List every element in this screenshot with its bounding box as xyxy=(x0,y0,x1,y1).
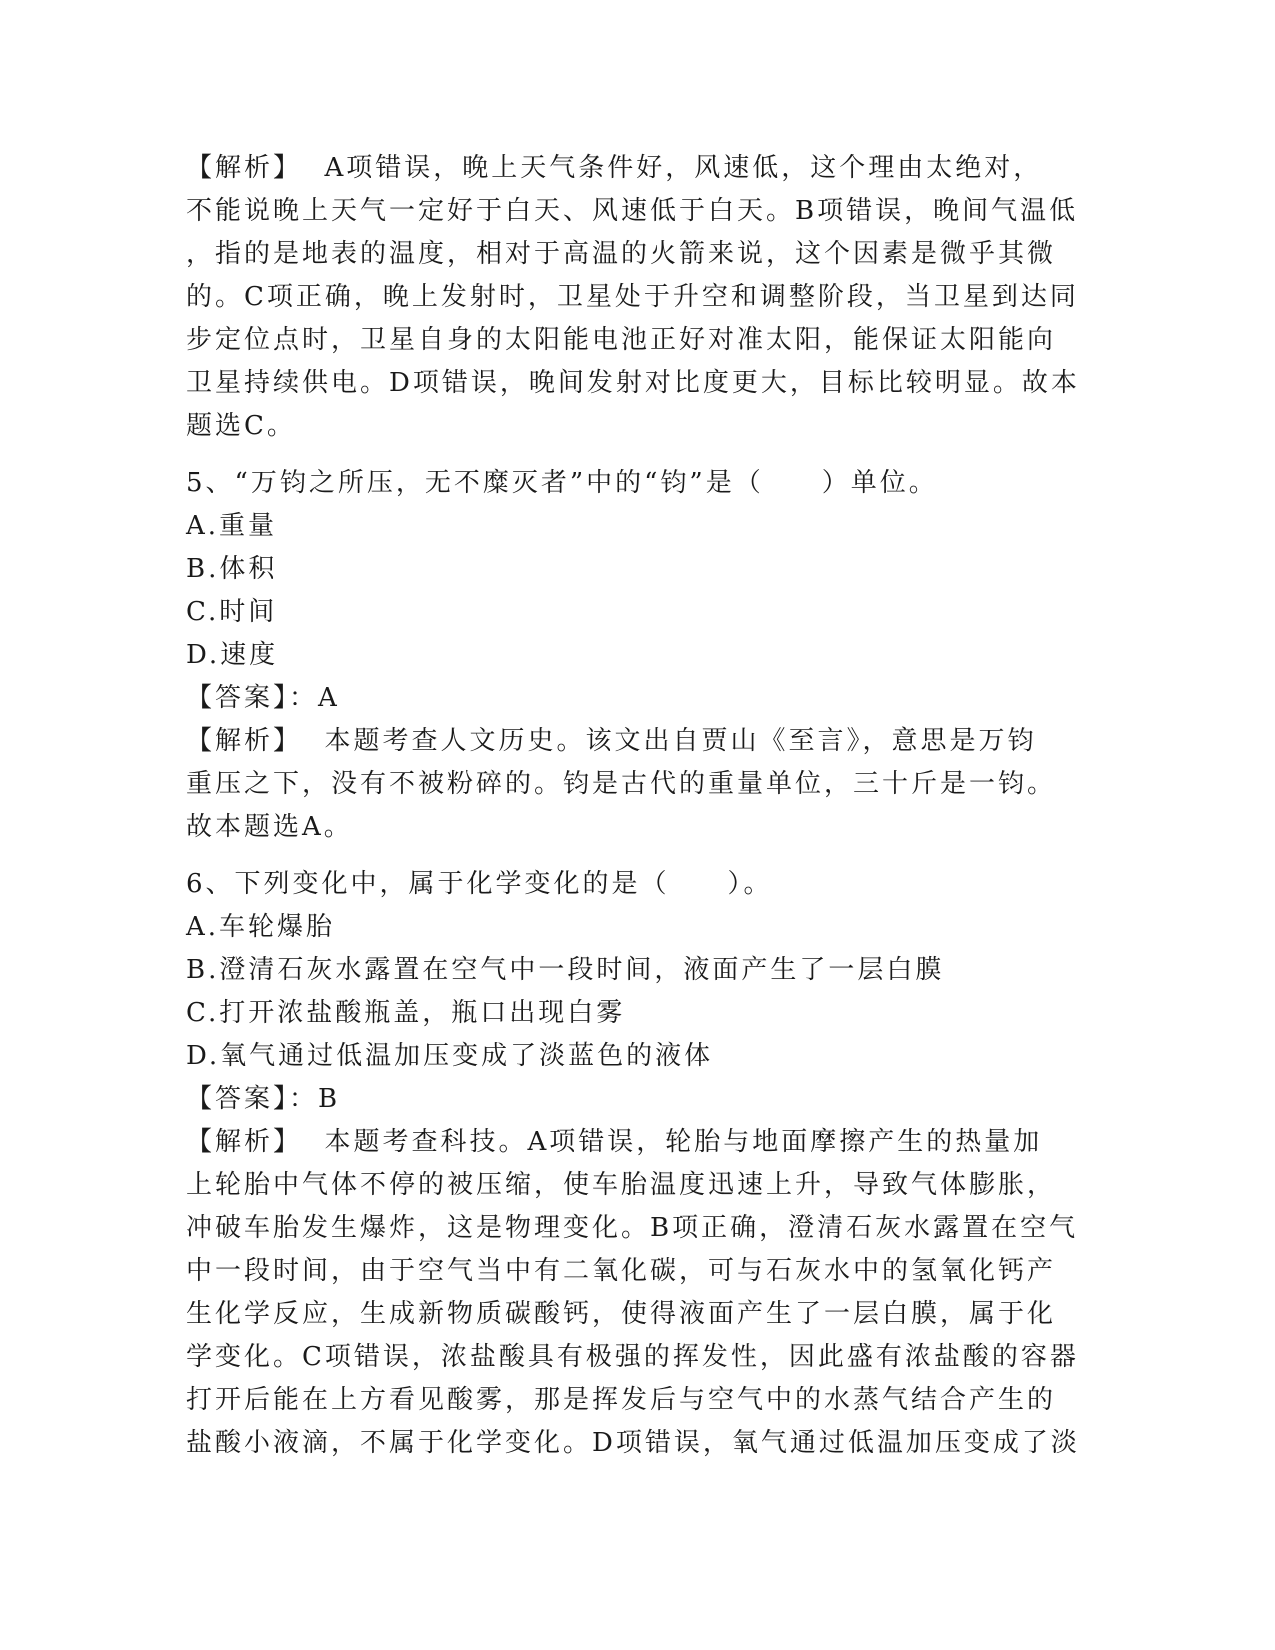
spacer xyxy=(186,448,1086,462)
spacer xyxy=(186,849,1086,863)
explanation-line: 题选C。 xyxy=(186,411,296,441)
explanation-line: 重压之下，没有不被粉碎的。钧是古代的重量单位，三十斤是一钧。 xyxy=(186,769,1057,799)
explanation-line: 冲破车胎发生爆炸，这是物理变化。B项正确，澄清石灰水露置在空气 xyxy=(186,1213,1079,1243)
document-body xyxy=(186,147,1086,1465)
question-6 xyxy=(186,863,1086,1465)
explanation-line: 上轮胎中气体不停的被压缩，使车胎温度迅速上升，导致气体膨胀， xyxy=(186,1170,1057,1200)
option-d: D.氧气通过低温加压变成了淡蓝色的液体 xyxy=(186,1041,714,1071)
option-b: B.体积 xyxy=(186,554,278,584)
explanation-line: 中一段时间，由于空气当中有二氧化碳，可与石灰水中的氢氧化钙产 xyxy=(186,1256,1057,1286)
explanation-line: 【解析】 A项错误，晚上天气条件好，风速低，这个理由太绝对， xyxy=(186,153,1043,183)
explanation-line: 的。C项正确，晚上发射时，卫星处于升空和调整阶段，当卫星到达同 xyxy=(186,282,1079,312)
explanation-line: 学变化。C项错误，浓盐酸具有极强的挥发性，因此盛有浓盐酸的容器 xyxy=(186,1342,1079,1372)
question-text: 5、“万钧之所压，无不糜灭者”中的“钧”是（ ）单位。 xyxy=(186,468,938,498)
explanation-line: 盐酸小液滴，不属于化学变化。D项错误，氧气通过低温加压变成了淡 xyxy=(186,1428,1080,1458)
question-text: 6、下列变化中，属于化学变化的是（ ）。 xyxy=(186,869,773,899)
explanation-line: 【解析】 本题考查科技。A项错误，轮胎与地面摩擦产生的热量加 xyxy=(186,1127,1043,1157)
explanation-line: 打开后能在上方看见酸雾，那是挥发后与空气中的水蒸气结合产生的 xyxy=(186,1385,1057,1415)
explanation-line: 【解析】 本题考查人文历史。该文出自贾山《至言》，意思是万钧 xyxy=(186,726,1037,756)
option-a: A.车轮爆胎 xyxy=(186,912,336,942)
answer-line: 【答案】：A xyxy=(186,683,340,713)
option-a: A.重量 xyxy=(186,511,278,541)
answer-line: 【答案】：B xyxy=(186,1084,341,1114)
explanation-line: 不能说晚上天气一定好于白天、风速低于白天。B项错误，晚间气温低 xyxy=(186,196,1079,226)
option-d: D.速度 xyxy=(186,640,279,670)
explanation-line: 故本题选A。 xyxy=(186,812,353,842)
option-c: C.打开浓盐酸瓶盖，瓶口出现白雾 xyxy=(186,998,626,1028)
explanation-line: 步定位点时，卫星自身的太阳能电池正好对准太阳，能保证太阳能向 xyxy=(186,325,1057,355)
option-b: B.澄清石灰水露置在空气中一段时间，液面产生了一层白膜 xyxy=(186,955,945,985)
prev-explanation xyxy=(186,147,1086,448)
explanation-line: ，指的是地表的温度，相对于高温的火箭来说，这个因素是微乎其微 xyxy=(186,239,1057,269)
question-5 xyxy=(186,462,1086,849)
explanation-line: 卫星持续供电。D项错误，晚间发射对比度更大，目标比较明显。故本 xyxy=(186,368,1080,398)
explanation-line: 生化学反应，生成新物质碳酸钙，使得液面产生了一层白膜，属于化 xyxy=(186,1299,1057,1329)
option-c: C.时间 xyxy=(186,597,278,627)
